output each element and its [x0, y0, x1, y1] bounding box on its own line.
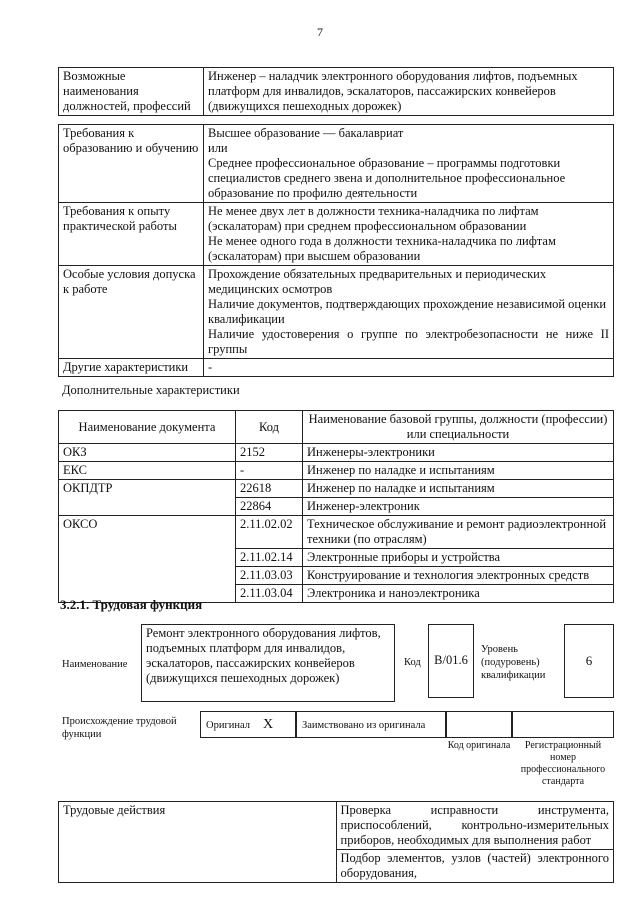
actions-table — [58, 801, 614, 883]
cell-doc: ОКСО — [59, 516, 236, 603]
req-line: или — [208, 141, 228, 155]
req-line: - — [208, 360, 213, 374]
cell-name: Электроника и наноэлектроника — [303, 585, 614, 603]
table-row — [59, 480, 614, 498]
origin-label: Происхождение трудовой функции — [62, 716, 177, 740]
req-line: Наличие документов, подтверждающих прохождение независимой оценки квалификации — [208, 297, 607, 326]
extra-title: Дополнительные характеристики — [62, 383, 240, 397]
cell-name: Инженер по наладке и испытаниям — [303, 462, 614, 480]
req-experience-label: Требования к опыту практической работы — [59, 203, 204, 266]
table-row — [59, 266, 614, 359]
cell-doc: ОКПДТР — [59, 480, 236, 516]
original-mark: X — [263, 717, 274, 732]
table-row — [59, 802, 614, 850]
table-row — [59, 444, 614, 462]
code-orig-label: Код оригинала — [447, 740, 511, 751]
cell-code: - — [236, 462, 303, 480]
reg-number-cell — [512, 711, 614, 738]
code-orig-cell — [446, 711, 512, 738]
action-line: Подбор элементов, узлов (частей) электронного оборудования, — [336, 850, 614, 883]
code-label: Код — [404, 657, 421, 668]
req-conditions-label: Особые условия допуска к работе — [59, 266, 204, 359]
cell-name: Конструирование и технология электронных средств — [303, 567, 614, 585]
table-row — [59, 462, 614, 480]
col-header-name: Наименование базовой группы, должности (профессии) или специальности — [303, 411, 614, 444]
cell-code: 2.11.02.14 — [236, 549, 303, 567]
level-label: Уровень (подуровень) квалификации — [481, 644, 546, 681]
positions-table — [58, 67, 614, 116]
action-line: Проверка исправности инструмента, приспособлений, контрольно-измерительных приборов, необходимых для выполнения работ — [336, 802, 614, 850]
req-other-label: Другие характеристики — [59, 359, 204, 377]
positions-value: Инженер – наладчик электронного оборудования лифтов, подъемных платформ для инвалидов, эскалаторов, пассажирских конвейеров (движущихся пешеходных дорожек) — [204, 68, 614, 116]
page-number: 7 — [317, 25, 323, 39]
req-line: Среднее профессиональное образование – программы подготовки специалистов среднего звена и дополнительное профессиональное образование по профилю деятельности — [208, 156, 566, 200]
requirements-table — [58, 124, 614, 377]
section-title: 3.2.1. Трудовая функция — [60, 597, 203, 612]
table-row — [59, 359, 614, 377]
cell-name: Инженер по наладке и испытаниям — [303, 480, 614, 498]
cell-name: Электронные приборы и устройства — [303, 549, 614, 567]
table-row — [59, 125, 614, 203]
code-value-box: B/01.6 — [428, 624, 474, 698]
table-header-row — [59, 411, 614, 444]
cell-name: Инженеры-электроники — [303, 444, 614, 462]
req-education-label: Требования к образованию и обучению — [59, 125, 204, 203]
cell-code: 2152 — [236, 444, 303, 462]
level-value-box: 6 — [564, 624, 614, 698]
cell-code: 22864 — [236, 498, 303, 516]
req-line: Не менее двух лет в должности техника-наладчика по лифтам (эскалаторам) при среднем профессиональном образовании — [208, 204, 539, 233]
name-label: Наименование — [62, 659, 128, 670]
original-cell — [200, 711, 296, 738]
col-header-doc: Наименование документа — [59, 411, 236, 444]
function-name-box: Ремонт электронного оборудования лифтов, подъемных платформ для инвалидов, эскалаторов, пассажирских конвейеров (движущихся пешеходных дорожек) — [141, 624, 395, 702]
req-line: Не менее одного года в должности техника-наладчика по лифтам (эскалаторам) при высшем образовании — [208, 234, 556, 263]
reg-number-label: Регистрационный номер профессионального стандарта — [520, 740, 606, 787]
actions-label: Трудовые действия — [59, 802, 337, 883]
cell-code: 2.11.02.02 — [236, 516, 303, 549]
cell-name: Инженер-электроник — [303, 498, 614, 516]
table-row — [59, 203, 614, 266]
cell-code: 2.11.03.04 — [236, 585, 303, 603]
col-header-code: Код — [236, 411, 303, 444]
cell-code: 2.11.03.03 — [236, 567, 303, 585]
cell-doc: ОКЗ — [59, 444, 236, 462]
req-line: Прохождение обязательных предварительных и периодических медицинских осмотров — [208, 267, 547, 296]
cell-code: 22618 — [236, 480, 303, 498]
positions-label: Возможные наименования должностей, профессий — [59, 68, 204, 116]
cell-doc: ЕКС — [59, 462, 236, 480]
req-line: Высшее образование — бакалавриат — [208, 126, 404, 140]
cell-name: Техническое обслуживание и ремонт радиоэлектронной техники (по отраслям) — [303, 516, 614, 549]
borrowed-cell — [296, 711, 446, 738]
req-line: Наличие удостоверения о группе по электробезопасности не ниже II группы — [208, 327, 609, 356]
original-label: Оригинал — [206, 720, 250, 731]
borrowed-label: Заимствовано из оригинала — [302, 720, 426, 731]
extra-table — [58, 410, 614, 603]
table-row — [59, 516, 614, 549]
